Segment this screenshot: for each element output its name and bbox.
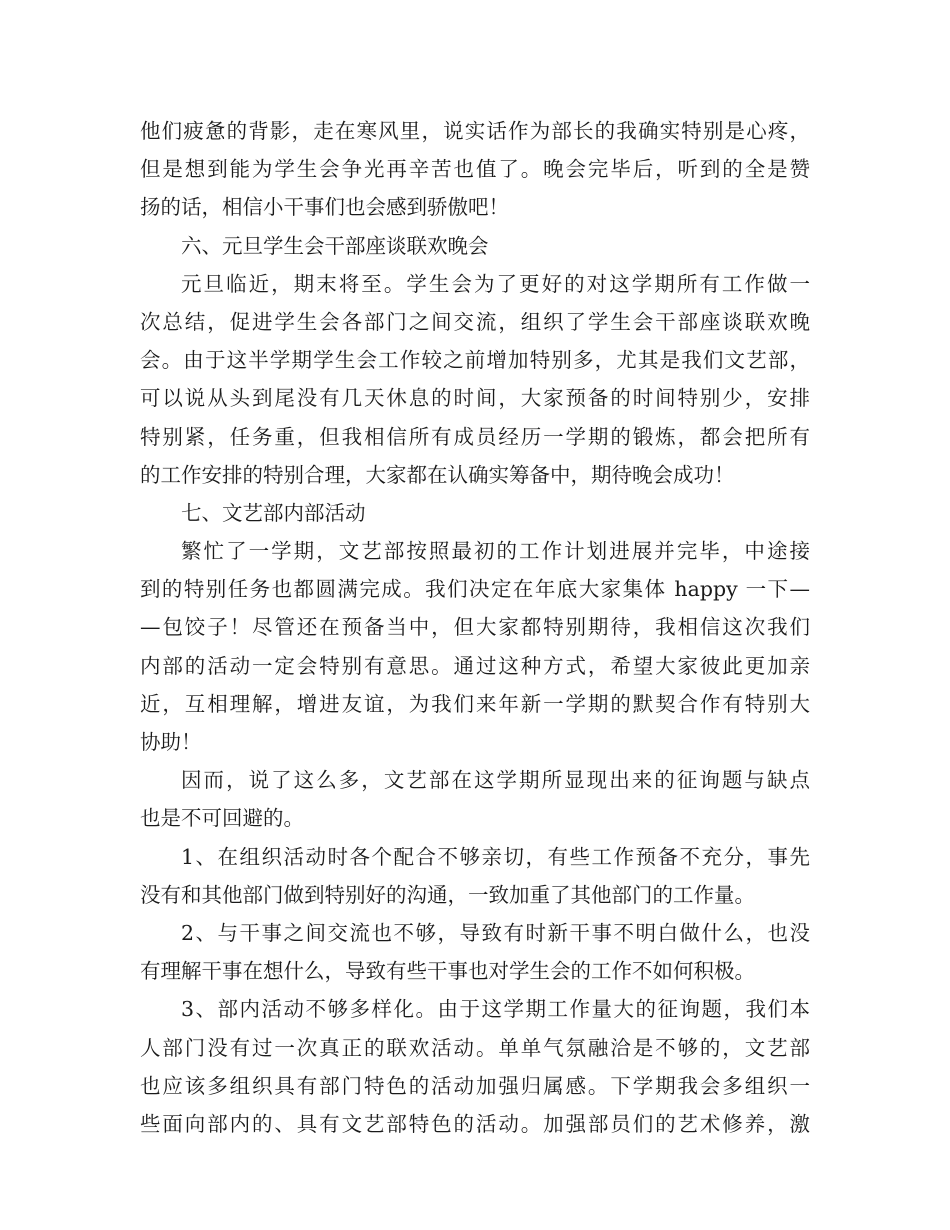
text-line: 特别紧，任务重，但我相信所有成员经历一学期的锻炼，都会把所有 [140,424,810,449]
text-line: 会。由于这半学期学生会工作较之前增加特别多，尤其是我们文艺部， [140,348,810,373]
list-item-line: 有理解干事在想什么，导致有些干事也对学生会的工作不如何积极。 [140,959,755,984]
list-item-line: 人部门没有过一次真正的联欢活动。单单气氛融洽是不够的，文艺部 [140,1035,810,1060]
list-item-line: 2、与干事之间交流也不够，导致有时新干事不明白做什么，也没 [181,920,810,945]
text-line: 因而，说了这么多，文艺部在这学期所显现出来的征询题与缺点 [181,768,810,793]
text-line: 但是想到能为学生会争光再辛苦也值了。晚会完毕后，听到的全是赞 [140,157,810,182]
text-line: 可以说从头到尾没有几天休息的时间，大家预备的时间特别少，安排 [140,386,810,411]
text-line: 内部的活动一定会特别有意思。通过这种方式，希望大家彼此更加亲 [140,653,810,678]
list-item-line: 也应该多组织具有部门特色的活动加强归属感。下学期我会多组织一 [140,1073,810,1098]
section-heading: 七、文艺部内部活动 [181,500,366,525]
text-line: 的工作安排的特别合理，大家都在认确实筹备中，期待晚会成功！ [140,462,735,487]
document-body [140,112,810,1143]
text-line: —包饺子！尽管还在预备当中，但大家都特别期待，我相信这次我们 [140,615,810,640]
section-heading: 六、元旦学生会干部座谈联欢晚会 [181,233,489,258]
text-line: 繁忙了一学期，文艺部按照最初的工作计划进展并完毕，中途接 [181,539,810,564]
text-line: 近，互相理解，增进友谊，为我们来年新一学期的默契合作有特别大 [140,691,810,716]
text-line: 到的特别任务也都圆满完成。我们决定在年底大家集体 happy 一下— [140,577,810,602]
text-line: 次总结，促进学生会各部门之间交流，组织了学生会干部座谈联欢晚 [140,309,810,334]
text-line: 扬的话，相信小干事们也会感到骄傲吧！ [140,195,509,220]
list-item-line: 些面向部内的、具有文艺部特色的活动。加强部员们的艺术修养，激 [140,1111,810,1136]
text-line: 他们疲惫的背影，走在寒风里，说实话作为部长的我确实特别是心疼， [140,119,810,143]
text-line: 也是不可回避的。 [140,806,304,831]
text-line: 元旦临近，期末将至。学生会为了更好的对这学期所有工作做一 [181,271,810,296]
list-item-line: 没有和其他部门做到特别好的沟通，一致加重了其他部门的工作量。 [140,882,755,907]
list-item-line: 1、在组织活动时各个配合不够亲切，有些工作预备不充分，事先 [181,844,810,869]
list-item-line: 3、部内活动不够多样化。由于这学期工作量大的征询题，我们本 [181,997,810,1022]
text-line: 协助！ [140,730,202,754]
